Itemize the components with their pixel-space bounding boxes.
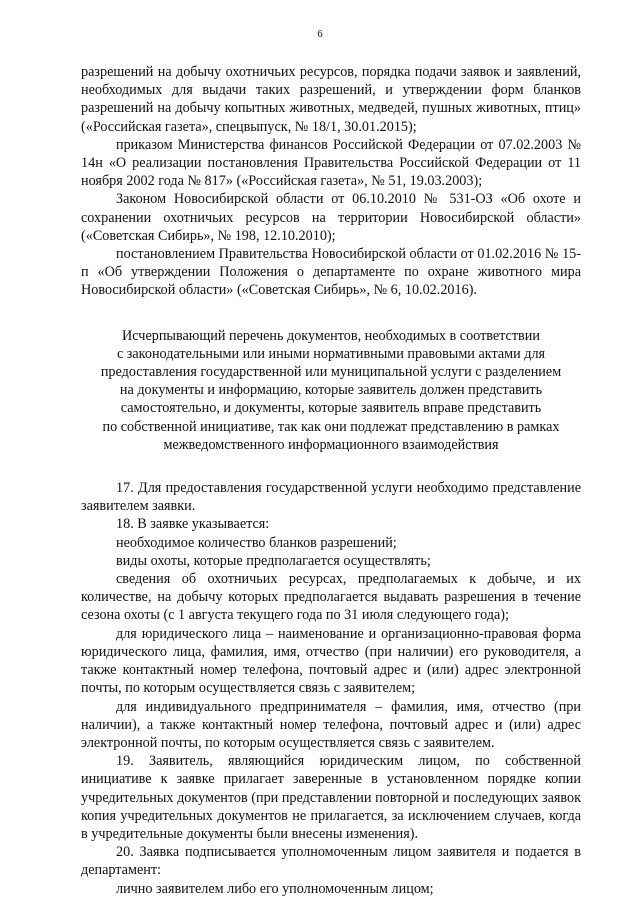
list-item: необходимое количество бланков разрешений; bbox=[116, 534, 397, 551]
paragraph: 17. Для предоставления государственной услуги необходимо представление заявителем заявки. bbox=[81, 480, 581, 515]
list-item: сведения об охотничьих ресурсах, предполагаемых к добыче, и их количестве, на добычу которых предполагается выдавать разрешения в течение сезона охоты (с 1 августа текущего года по 31 июля следующего года); bbox=[81, 571, 581, 624]
list-item: виды охоты, которые предполагается осуществлять; bbox=[116, 552, 431, 569]
paragraph: 18. В заявке указывается: bbox=[116, 516, 270, 533]
paragraph: Законом Новосибирской области от 06.10.2010 № 531-ОЗ «Об охоте и сохранении охотничьих ресурсов на территории Новосибирской области» («Советская Сибирь», № 198, 12.10.2010); bbox=[81, 191, 581, 244]
section-title-line: с законодательными или иными нормативными правовыми актами для bbox=[116, 345, 546, 362]
list-item: для юридического лица – наименование и организационно-правовая форма юридического лица, фамилия, имя, отчество (при наличии) его руководителя, а также контактный номер телефона, почтовый адрес и (или) адрес электронной почты, по которым осуществляется связь с заявителем; bbox=[81, 625, 581, 697]
paragraph: приказом Министерства финансов Российской Федерации от 07.02.2003 № 14н «О реализации постановления Правительства Российской Федерации от 11 ноября 2002 года № 817» («Российская газета», № 51, 19.03.2003); bbox=[81, 136, 581, 190]
document-body bbox=[81, 63, 581, 898]
section-title-line: по собственной инициативе, так как они подлежат представлению в рамках bbox=[102, 418, 560, 435]
section-title-line: самостоятельно, и документы, которые заявитель вправе представить bbox=[120, 400, 542, 417]
list-item: лично заявителем либо его уполномоченным лицом; bbox=[116, 880, 434, 897]
page-number: 6 bbox=[317, 29, 323, 40]
paragraph: разрешений на добычу охотничьих ресурсов, порядка подачи заявок и заявлений, необходимых для выдачи таких разрешений, и утверждении форм бланков разрешений на добычу копытных животных, медведей, пушных животных, птиц» («Российская газета», спецвыпуск, № 18/1, 30.01.2015); bbox=[81, 64, 581, 135]
paragraph: постановлением Правительства Новосибирской области от 01.02.2016 № 15-п «Об утверждении Положения о департаменте по охране животного мира Новосибирской области» («Советская Сибирь», № 6, 10.02.2016). bbox=[81, 246, 581, 299]
section-title-line: на документы и информацию, которые заявитель должен представить bbox=[119, 382, 543, 399]
section-title-line: межведомственного информационного взаимодействия bbox=[163, 436, 499, 453]
section-title-line: Исчерпывающий перечень документов, необходимых в соответствии bbox=[122, 327, 540, 344]
paragraph: 19. Заявитель, являющийся юридическим лицом, по собственной инициативе к заявке прилагает заверенные в установленном порядке копии учредительных документов (при представлении повторной и последующих заявок копия учредительных документов не прилагается, за исключением случаев, когда в учредительные документы были внесены изменения). bbox=[81, 753, 581, 842]
list-item: для индивидуального предпринимателя – фамилия, имя, отчество (при наличии), а также контактный номер телефона, почтовый адрес и (или) адрес электронной почты, по которым осуществляется связь с заявителем. bbox=[81, 698, 581, 751]
section-title bbox=[81, 327, 581, 454]
paragraph: 20. Заявка подписывается уполномоченным лицом заявителя и подается в департамент: bbox=[81, 844, 581, 879]
section-title-line: предоставления государственной или муниципальной услуги с разделением bbox=[100, 364, 562, 381]
